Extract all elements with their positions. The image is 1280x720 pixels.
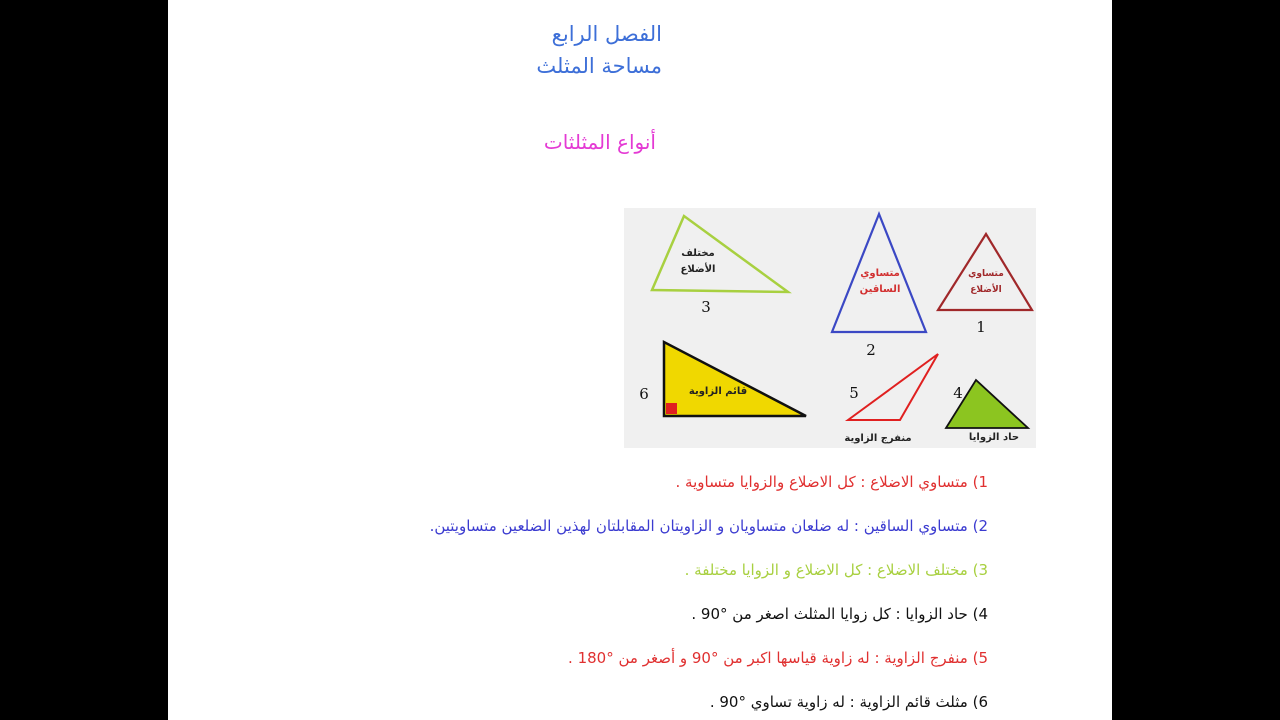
triangle-1-label-line1: متساوي	[968, 269, 1004, 279]
section-title: أنواع المثلثات	[543, 130, 656, 154]
triangle-5-obtuse	[848, 354, 938, 420]
right-angle-marker	[666, 403, 677, 414]
definition-text: مثلث قائم الزاوية : له زاوية تساوي °90 .	[709, 693, 968, 711]
triangle-3-label-line2: الأضلاع	[680, 264, 716, 275]
triangle-2-number: 2	[866, 341, 876, 359]
triangle-5-label: منفرج الزاوية	[844, 433, 912, 444]
definition-1	[358, 464, 988, 508]
triangle-1-label-line2: الأضلاع	[970, 285, 1002, 295]
triangle-2-label-line2: الساقين	[859, 284, 901, 295]
definition-6	[358, 684, 988, 720]
definition-4	[358, 596, 988, 640]
definition-number: 5)	[972, 649, 988, 667]
definition-text: مختلف الاضلاع : كل الاضلاع و الزوايا مختلفة .	[684, 561, 968, 579]
triangle-6-label: قائم الزاوية	[688, 386, 748, 397]
triangle-2-label-line1: متساوي	[860, 268, 900, 279]
triangle-3-label-line1: مختلف	[681, 248, 715, 259]
definition-text: حاد الزوايا : كل زوايا المثلث اصغر من °90 .	[691, 605, 968, 623]
definition-number: 4)	[972, 605, 988, 623]
definitions-list	[358, 464, 988, 720]
triangle-6-right	[664, 342, 806, 416]
triangles-illustration	[624, 208, 1036, 448]
definition-number: 1)	[972, 473, 988, 491]
definition-number: 6)	[972, 693, 988, 711]
definition-text: متساوي الاضلاع : كل الاضلاع والزوايا متساوية .	[675, 473, 968, 491]
definition-number: 3)	[972, 561, 988, 579]
slide-page	[168, 0, 1112, 720]
definition-5	[358, 640, 988, 684]
triangle-types-figure	[624, 208, 1036, 448]
triangle-5-number: 5	[849, 384, 859, 402]
definition-2	[358, 508, 988, 552]
triangle-4-number: 4	[953, 384, 963, 402]
triangle-1-number: 1	[976, 318, 986, 336]
chapter-subtitle: مساحة المثلث	[536, 54, 662, 78]
triangle-3-scalene	[652, 216, 788, 292]
triangle-4-label: حاد الزوايا	[968, 432, 1020, 443]
definition-3	[358, 552, 988, 596]
chapter-title: الفصل الرابع	[551, 22, 662, 46]
triangle-3-number: 3	[701, 298, 711, 316]
definition-text: منفرج الزاوية : له زاوية قياسها اكبر من °90 و أصغر من °180 .	[568, 649, 968, 667]
definition-number: 2)	[972, 517, 988, 535]
triangle-6-number: 6	[639, 385, 649, 403]
definition-text: متساوي الساقين : له ضلعان متساويان و الزاويتان المقابلتان لهذين الضلعين متساويتين.	[429, 517, 968, 535]
